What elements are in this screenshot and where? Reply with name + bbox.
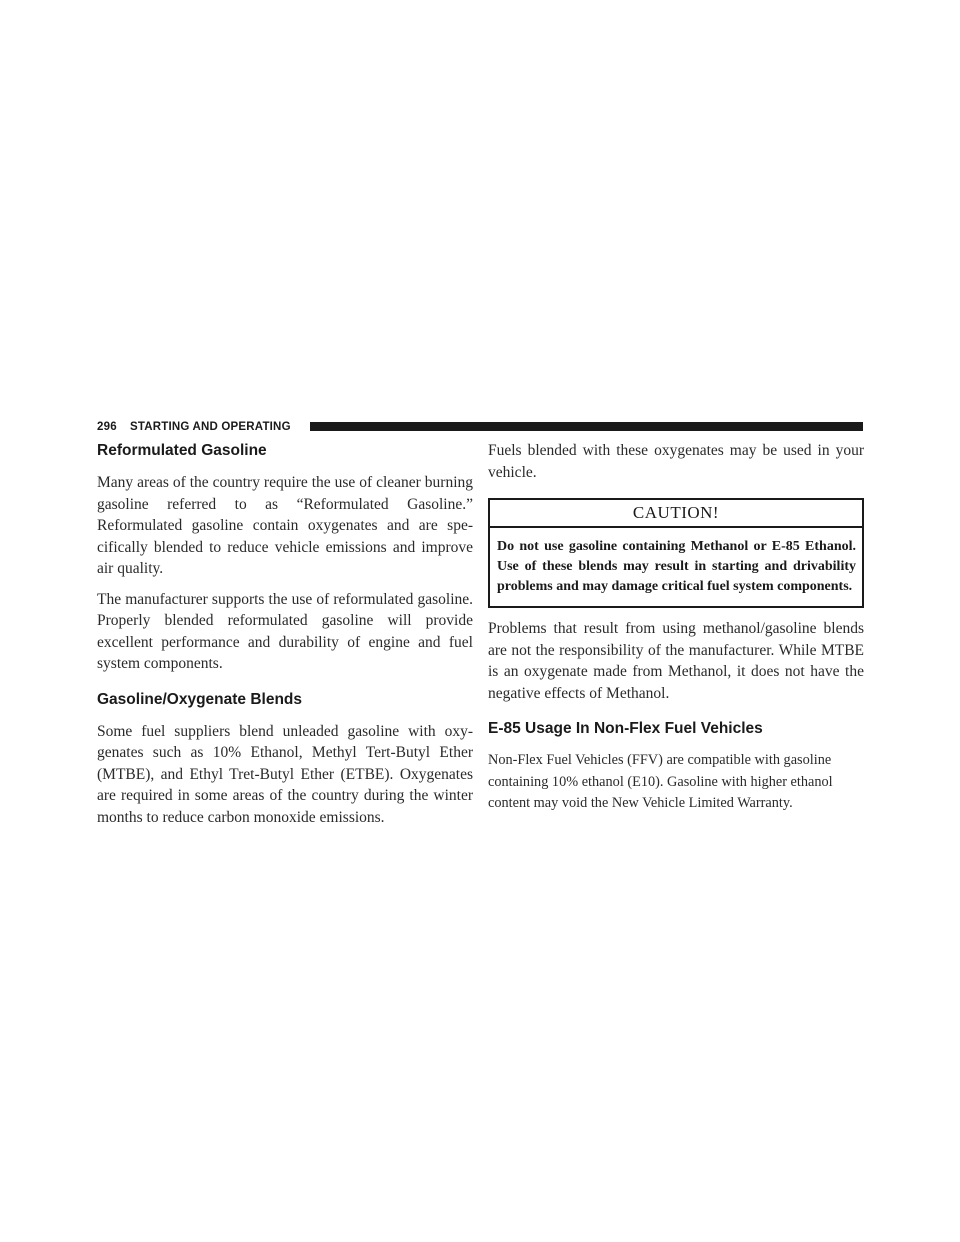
heading-e85-usage: E-85 Usage In Non-Flex Fuel Vehicles (488, 720, 763, 737)
oxygenate-paragraph-1: Some fuel suppliers blend unleaded gasoline with oxygenates such as 10% Ethanol, Methyl Tert-Butyl Ether (MTBE), and Ethyl Tret-Butyl Ether (ETBE). Oxygenates are required in some areas of the country during the winter months to reduce carbon monoxide emissions. (97, 722, 473, 826)
heading-reformulated-gasoline: Reformulated Gasoline (97, 442, 267, 459)
caution-box (488, 498, 864, 608)
page-header (97, 419, 863, 435)
reformulated-paragraph-2: The manufacturer supports the use of reformulated gasoline. Properly blended reformulated gasoline will provide excellent performance and durability of engine and fuel system components. (97, 590, 473, 672)
caution-body: Do not use gasoline containing Methanol or E-85 Ethanol. Use of these blends may result in starting and drivability problems and may damage critical fuel system components. (497, 539, 856, 594)
left-column (97, 440, 473, 837)
section-title: STARTING AND OPERATING (130, 421, 291, 433)
header-rule (310, 422, 863, 431)
page-number: 296 (97, 421, 117, 433)
caution-title: CAUTION! (490, 500, 862, 528)
e85-paragraph-1: Non-Flex Fuel Vehicles (FFV) are compatible with gasoline containing 10% ethanol (E10). Gasoline with higher ethanol content may void the New Vehicle Limited Warranty. (488, 752, 833, 811)
problems-paragraph: Problems that result from using methanol/gasoline blends are not the responsibility of the manufacturer. While MTBE is an oxygenate made from Methanol, it does not have the negative effects of Methanol. (488, 620, 864, 702)
reformulated-paragraph-1: Many areas of the country require the use of cleaner burning gasoline referred to as “Reformulated Gasoline.” Reformulated gasoline contain oxygenates and are specifically blended to reduce vehicle emissions and improve air quality. (97, 474, 473, 577)
oxygenate-continued-paragraph: Fuels blended with these oxygenates may be used in your vehicle. (488, 442, 864, 481)
heading-oxygenate-blends: Gasoline/Oxygenate Blends (97, 690, 303, 708)
right-column (488, 440, 864, 824)
